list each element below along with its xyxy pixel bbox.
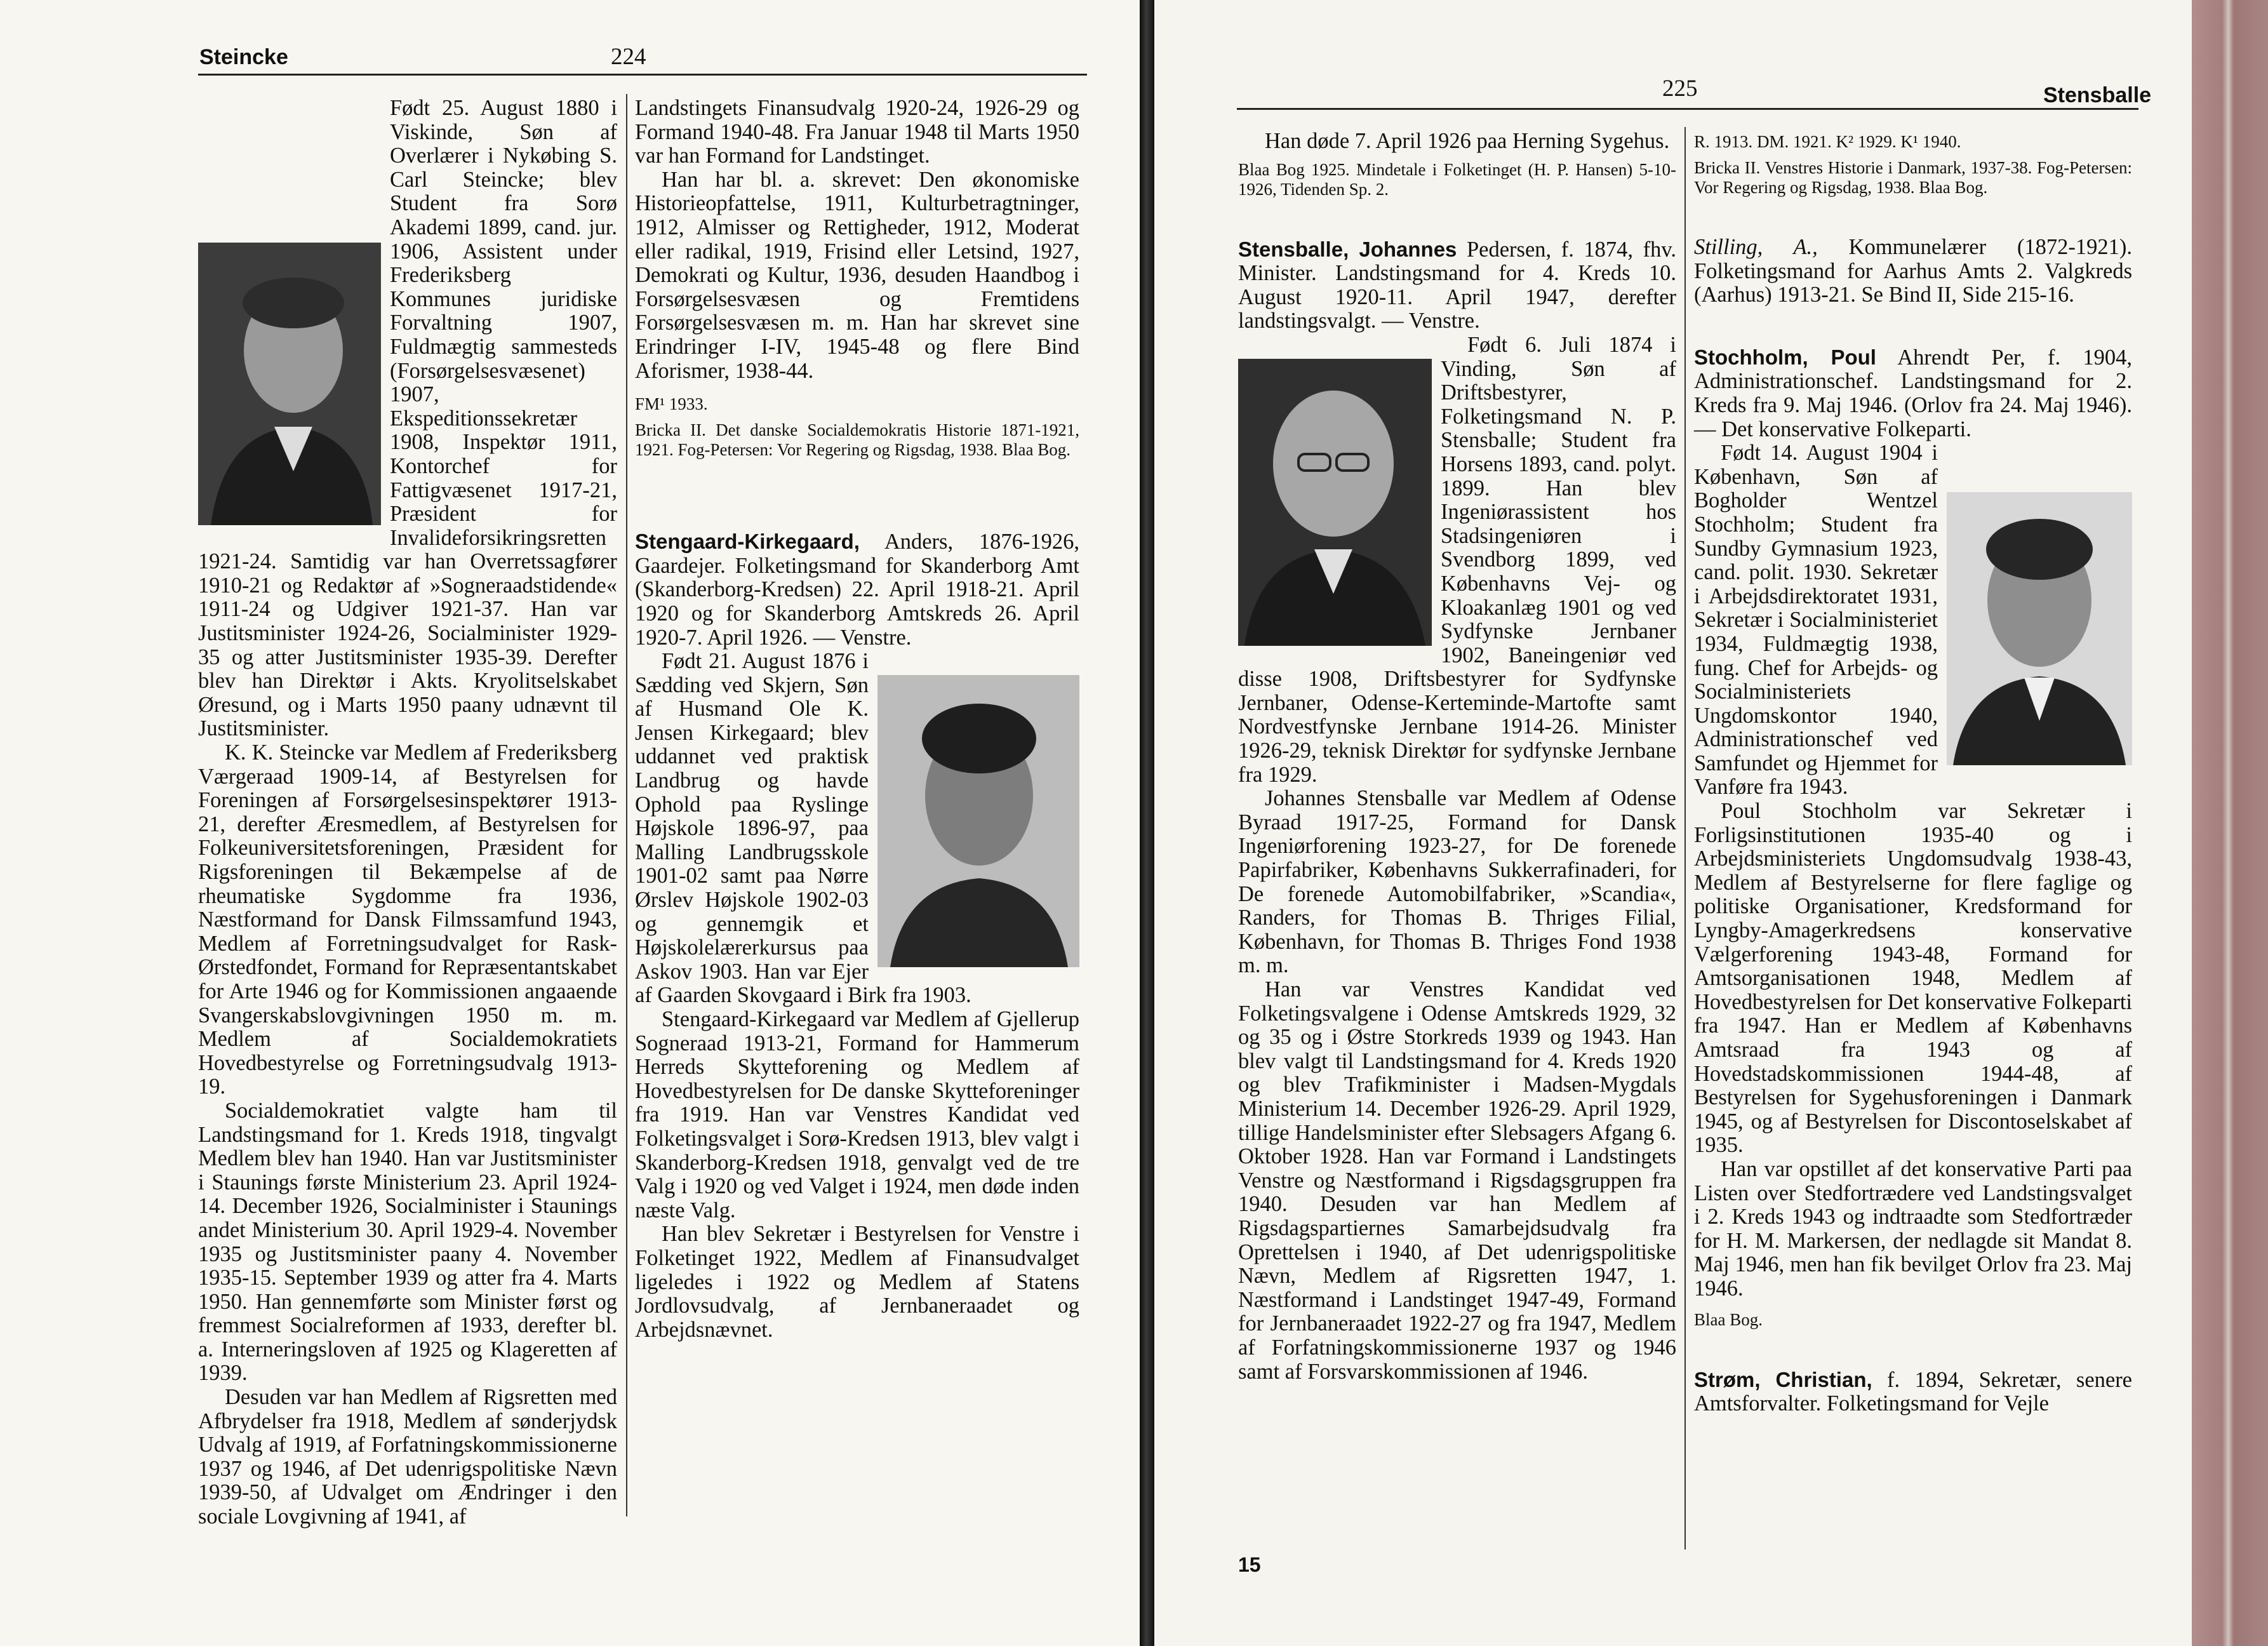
column-divider-right [1684,127,1686,1549]
running-head-left: Steincke [199,45,288,69]
kirkegaard-references: Blaa Bog 1925. Mindetale i Folketinget (H. P. Hansen) 5-10-1926, Tidenden Sp. 2. [1238,159,1676,199]
steincke-paragraph-3: Socialdemokratiet valgte ham til Landstingsmand for 1. Kreds 1918, tingvalgt Medlem blev han 1940. Han var Justitsminister i Staunings første Ministerium 23. April 1924-14. December 1926, Socialminister i Staunings andet Ministerium 30. April 1929-4. November 1935 og Justitsminister paany 4. November 1935-15. September 1939 og atter fra 4. Marts 1950. Han gennemførte som Minister først og fremmest Socialreformen af 1933, derefter bl. a. Interneringsloven af 1925 og Klageretten af 1939. [198,1098,617,1386]
stilling-cross-reference: Stilling, A., Kommunelærer (1872-1921). Folketingsmand for Aarhus Amts 2. Valgkreds (Aarhus) 1913-21. Se Bind II, Side 215-16. [1694,235,2132,307]
page-number-right: 225 [1662,76,1698,102]
stilling-name: Stilling, A., [1694,235,1818,259]
stensballe-paragraph-2: Johannes Stensballe var Medlem af Odense Byraad 1917-25, Formand for Dansk Ingeniørforening 1923-27, for De forenede Papirfabriker, Københavns Sukkerrafinaderi, for De forenede Automobilfabriker, »Scandia«, Randers, for Thomas B. Thriges Filial, København, for Thomas B. Thriges Fond 1938 m. m. [1238,786,1676,978]
portrait-steincke [198,243,381,525]
page-edge-tab [2192,0,2268,1646]
book-spine [1140,0,1154,1646]
stochholm-references: Blaa Bog. [1694,1309,1763,1329]
stensballe-paragraph-3: Han var Venstres Kandidat ved Folketingsvalgene i Odense Amtskreds 1929, 32 og 35 og i Østre Storkreds 1939 og 1943. Han blev valgt til Landstingsmand for 4. Kreds 1920 og blev Trafikminister i Madsen-Mygdals Ministerium 14. December 1926-29. April 1929, tillige Handelsminister efter Slebsagers Afgang 6. Oktober 1928. Han var Formand i Landstingets Venstre og Næstformand i Rigsdagsgruppen fra 1940. Desuden var han Medlem af Rigsdagspartiernes Samarbejdsudvalg fra Oprettelsen i 1940, af Det udenrigspolitiske Nævn, Medlem af Rigsretten 1947, 1. Næstformand i Landstinget 1947-49, Formand for Jernbaneraadet 1922-27 og fra 1947, Medlem af Forfatningskommissionerne 1937 og 1946 samt af Forsvarskommissionen af 1946. [1238,977,1676,1384]
steincke-paragraph-1: Født 25. August 1880 i Viskinde, Søn af Overlærer i Nykøbing S. Carl Steincke; blev Student fra Sorø Akademi 1899, cand. jur. 1906, Assistent under Frederiksberg Kommunes juridiske Forvaltning 1907, Fuldmægtig sammesteds (Forsørgelsesvæsenet) 1907, Ekspeditionssekretær 1908, Inspektør 1911, Kontorchef for Fattigvæsenet 1917-21, Præsident for Invalideforsikringsretten 1921-24. Samtidig var han Overretssagfører 1910-21 og Redaktør af »Sogneraadstidende« 1911-24 og Udgiver 1921-37. Han var Justitsminister 1924-26, Socialminister 1929-35 og atter Justitsminister 1935-39. Derefter blev han Direktør i Akts. Kryolitselskabet Øresund, og i Marts 1950 paany udnævnt til Justitsminister. [198,96,617,741]
column-divider-left [626,94,627,1516]
kirkegaard-death: Han døde 7. April 1926 paa Herning Sygehus. [1265,129,1670,153]
kirkegaard-entry-heading: Stengaard-Kirkegaard, Anders, 1876-1926, Gaardejer. Folketingsmand for Skanderborg Amt (Skanderborg-Kredsen) 22. April 1918-21. April 1920 og for Skanderborg Amtskreds 26. April 1920-7. April 1926. — Venstre. [635,530,1079,650]
stensballe-name: Stensballe, Johannes [1238,237,1457,261]
strom-name: Strøm, Christian, [1694,1367,1872,1391]
kirkegaard-paragraph-1: Født 21. August 1876 i Sædding ved Skjern, Søn af Husmand Ole K. Jensen Kirkegaard; blev uddannet ved praktisk Landbrug og havde Ophold paa Ryslinge Højskole 1896-97, paa Malling Landbrugsskole 1901-02 samt paa Nørre Ørslev Højskole 1902-03 og gennemgik et Højskolelærerkursus paa Askov 1903. Han var Ejer af Gaarden Skovgaard i Birk fra 1903. [635,649,971,1008]
left-column-1 [198,97,617,1529]
stochholm-paragraph-2: Poul Stochholm var Sekretær i Forligsinstitutionen 1935-40 og i Arbejdsministeriets Ungdomsudvalg 1938-43, Medlem af Bestyrelserne for flere faglige og politiske Organisationer, Kredsformand for Lyngby-Amagerkredsens konservative Vælgerforening 1943-48, Formand for Amtsorganisationen 1948, Medlem af Hovedbestyrelsen for Det konservative Folkeparti fra 1947. Han er Medlem af Københavns Amtsraad fra 1943 og af Hovedstadskommissionen 1944-48, af Bestyrelsen for Sygehusforeningen i Danmark 1945, og af Bestyrelsen for Discontoselskabet af 1935. [1694,799,2132,1158]
steincke-paragraph-5: Landstingets Finansudvalg 1920-24, 1926-29 og Formand 1940-48. Fra Januar 1948 til Marts 1950 var han Formand for Landstinget. [635,96,1079,168]
running-head-right: Stensballe [2043,83,2152,107]
right-page [1154,0,2268,1646]
steincke-decorations: FM¹ 1933. [635,394,708,414]
portrait-stensballe [1238,359,1432,646]
steincke-paragraph-4: Desuden var han Medlem af Rigsretten med Afbrydelser fra 1918, Medlem af sønderjydsk Udvalg af 1919, af Forfatningskommissionerne 1937 og 1946, af Det udenrigspolitiske Nævn 1939-50, af Udvalget om Ændringer i den sociale Lovgivning af 1941, af [198,1385,617,1529]
kirkegaard-paragraph-3: Han blev Sekretær i Bestyrelsen for Venstre i Folketinget 1922, Medlem af Finansudvalget ligeledes i 1922 og Medlem af Statens Jordlovsudvalg, af Jernbaneraadet og Arbejdsnævnet. [635,1222,1079,1342]
kirkegaard-paragraph-2: Stengaard-Kirkegaard var Medlem af Gjellerup Sogneraad 1913-21, Formand for Hammerum Herreds Skytteforening og Medlem af Hovedbestyrelsen for De danske Skytteforeninger fra 1919. Han var Venstres Kandidat ved Folketingsvalget i Sorø-Kredsen 1913, blev valgt i Skanderborg-Kredsen 1918, genvalgt ved de tre Valg i 1920 og ved Valget i 1924, men døde inden næste Valg. [635,1007,1079,1222]
stochholm-paragraph-1: Født 14. August 1904 i København, Søn af Bogholder Wentzel Stochholm; Student fra Sundby Gymnasium 1923, cand. polit. 1930. Sekretær i Arbejdsdirektoratet 1931, Sekretær i Socialministeriet 1934, Fuldmægtig 1938, fung. Chef for Arbejds- og Socialministeriets Ungdomskontor 1940, Administrationschef ved Samfundet og Hjemmet for Vanføre fra 1943. [1694,441,1938,800]
stensballe-decorations: R. 1913. DM. 1921. K² 1929. K¹ 1940. [1694,132,1961,151]
stensballe-references: Bricka II. Venstres Historie i Danmark, 1937-38. Fog-Petersen: Vor Regering og Rigsdag, 1938. Blaa Bog. [1694,158,2132,197]
portrait-stochholm [1947,492,2132,765]
header-rule-right [1237,108,2138,110]
steincke-paragraph-2: K. K. Steincke var Medlem af Frederiksberg Værgeraad 1909-14, af Bestyrelsen for Foreningen af Forsørgelsesinspektører 1913-21, derefter Æresmedlem, af Bestyrelsen for Folkeuniversitetsforeningen, Præsident for Rigsforeningen til Bekæmpelse af de rheumatiske Sygdomme fra 1936, Næstformand for Dansk Filmssamfund 1943, Medlem af Forretningsudvalget for Rask-Ørstedfondet, Formand for Repræsentantskabet for Arte 1946 og for Kommissionen angaaende Svangerskabslovgivningen 1950 m. m. Medlem af Socialdemokratiets Hovedbestyrelse og Forretningsudvalg 1913-19. [198,740,617,1099]
stensballe-entry-heading: Stensballe, Johannes Pedersen, f. 1874, fhv. Minister. Landstingsmand for 4. Kreds 10. August 1920-11. April 1947, derefter landstingsvalgt. — Venstre. [1238,237,1676,333]
right-column-2 [1694,130,2132,1416]
header-rule-left [198,74,1087,76]
kirkegaard-name: Stengaard-Kirkegaard, [635,530,860,554]
signature-mark: 15 [1238,1553,1261,1576]
stochholm-entry-heading: Stochholm, Poul Ahrendt Per, f. 1904, Administrationschef. Landstingsmand for 2. Kreds fra 9. Maj 1946. (Orlov fra 24. Maj 1946). — Det konservative Folkeparti. [1694,345,2132,441]
left-column-2 [635,97,1079,1342]
right-column-1 [1238,130,1676,1384]
page-number-left: 224 [611,44,646,70]
stochholm-paragraph-3: Han var opstillet af det konservative Parti paa Listen over Stedfortrædere ved Landstingsvalget i 2. Kreds 1943 og indtraadte som Stedfortræder for H. M. Markersen, der nedlagde sit Mandat 8. Maj 1946, men han fik bevilget Orlov fra 23. Maj 1946. [1694,1156,2132,1301]
portrait-kirkegaard [877,675,1079,967]
stensballe-paragraph-1: Født 6. Juli 1874 i Vinding, Søn af Driftsbestyrer, Folketingsmand N. P. Stensballe; Student fra Horsens 1893, cand. polyt. 1899. Han blev Ingeniørassistent hos Stadsingeniøren i Svendborg 1899, ved Københavns Vej- og Kloakanlæg 1901 og ved Sydfynske Jernbaner 1902, Baneingeniør ved disse 1908, Driftsbestyrer for Sydfynske Jernbaner, Odense-Kerteminde-Martofte samt Nordvestfynske Jernbane 1914-26. Minister 1926-29, teknisk Direktør for sydfynske Jernbane fra 1929. [1238,332,1676,787]
steincke-writings: Han har bl. a. skrevet: Den økonomiske Historieopfattelse, 1911, Kulturbetragtninger, 1912, Almisser og Rettigheder, 1912, Moderat eller radikal, 1919, Frisind eller Letsind, 1927, Demokrati og Kultur, 1936, desuden Haandbog i Forsørgelsesvæsen og Fremtidens Forsørgelsesvæsen m. m. Han har skrevet sine Erindringer I-IV, 1945-48 og flere Bind Aforismer, 1938-44. [635,167,1079,383]
strom-entry-heading: Strøm, Christian, f. 1894, Sekretær, senere Amtsforvalter. Folketingsmand for Vejle [1694,1367,2132,1416]
stochholm-name: Stochholm, Poul [1694,345,1876,369]
steincke-references: Bricka II. Det danske Socialdemokratis Historie 1871-1921, 1921. Fog-Petersen: Vor Regering og Rigsdag, 1938. Blaa Bog. [635,420,1079,460]
